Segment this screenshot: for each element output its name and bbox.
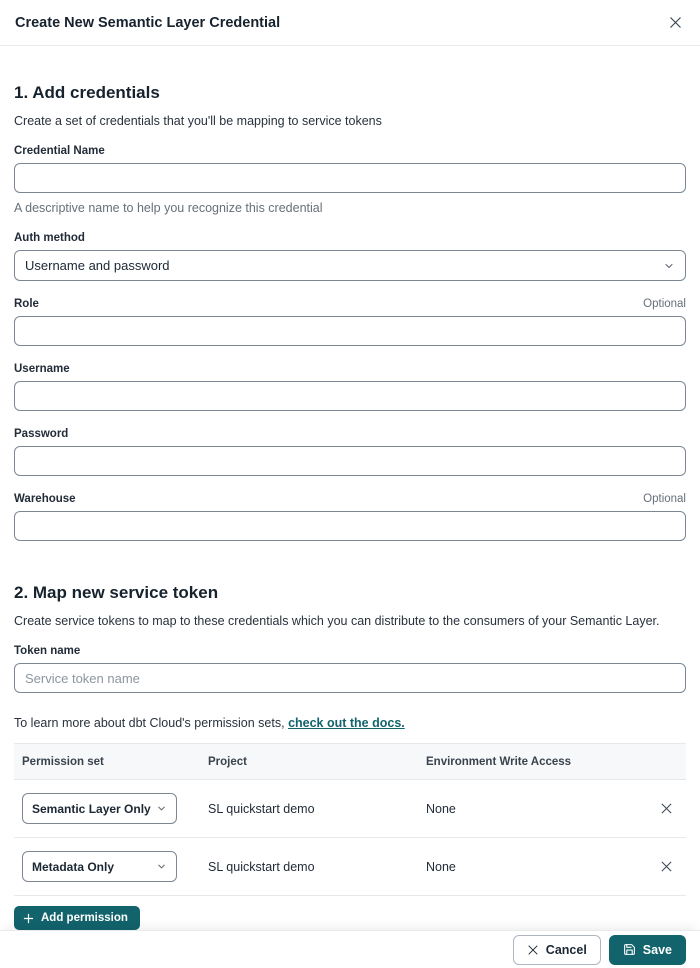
- token-name-label: Token name: [14, 645, 81, 657]
- role-label: Role: [14, 298, 39, 310]
- field-token-name: [14, 645, 686, 693]
- section2-heading: 2. Map new service token: [14, 583, 219, 602]
- close-icon: [660, 860, 673, 873]
- environment-write-access-cell: None: [426, 801, 456, 816]
- field-role: [14, 298, 686, 346]
- section1-heading: 1. Add credentials: [14, 83, 160, 102]
- project-cell: SL quickstart demo: [208, 859, 315, 874]
- cancel-button[interactable]: [513, 935, 601, 965]
- field-username: [14, 363, 686, 411]
- modal-body: [0, 46, 700, 930]
- section1-description: Create a set of credentials that you'll be mapping to service tokens: [14, 114, 382, 128]
- docs-text: To learn more about dbt Cloud's permission sets,: [14, 716, 285, 730]
- auth-method-label: Auth method: [14, 232, 85, 244]
- close-icon: [668, 15, 683, 30]
- field-password: [14, 428, 686, 476]
- chevron-down-icon: [156, 861, 167, 872]
- column-header-project: Project: [208, 755, 247, 768]
- field-credential-name: [14, 145, 686, 215]
- chevron-down-icon: [663, 260, 675, 272]
- credential-name-label: Credential Name: [14, 145, 105, 157]
- token-name-input[interactable]: [14, 663, 686, 693]
- project-cell: SL quickstart demo: [208, 801, 315, 816]
- permissions-table: [14, 743, 686, 896]
- section2-description: Create service tokens to map to these credentials which you can distribute to the consumers of your Semantic Layer.: [14, 614, 660, 628]
- plus-icon: [23, 913, 34, 924]
- field-warehouse: [14, 493, 686, 541]
- modal-footer: [0, 930, 700, 968]
- warehouse-optional-tag: Optional: [643, 493, 686, 505]
- close-modal-button[interactable]: [666, 13, 685, 32]
- permissions-table-header: [14, 743, 686, 780]
- add-permission-label: Add permission: [41, 912, 128, 924]
- auth-method-select[interactable]: [14, 250, 686, 281]
- credential-name-input[interactable]: [14, 163, 686, 193]
- save-button[interactable]: [609, 935, 686, 965]
- save-disk-icon: [623, 943, 636, 956]
- username-label: Username: [14, 363, 70, 375]
- section-add-credentials: [14, 83, 686, 541]
- close-icon: [527, 944, 539, 956]
- column-header-permission-set: Permission set: [22, 755, 104, 768]
- credential-name-helper: A descriptive name to help you recognize this credential: [14, 201, 323, 215]
- auth-method-selected-value: Username and password: [25, 258, 170, 273]
- modal-title: Create New Semantic Layer Credential: [15, 14, 281, 31]
- permission-set-value: Semantic Layer Only: [32, 801, 151, 816]
- save-label: Save: [642, 942, 672, 957]
- remove-permission-button[interactable]: [658, 858, 675, 875]
- table-row: [14, 780, 686, 838]
- chevron-down-icon: [156, 803, 167, 814]
- remove-permission-button[interactable]: [658, 800, 675, 817]
- username-input[interactable]: [14, 381, 686, 411]
- docs-line: [14, 716, 686, 730]
- role-optional-tag: Optional: [643, 298, 686, 310]
- password-input[interactable]: [14, 446, 686, 476]
- permission-set-select[interactable]: [22, 793, 177, 824]
- close-icon: [660, 802, 673, 815]
- environment-write-access-cell: None: [426, 859, 456, 874]
- warehouse-label: Warehouse: [14, 493, 76, 505]
- docs-link[interactable]: check out the docs.: [288, 716, 405, 730]
- field-auth-method: [14, 232, 686, 281]
- section-map-service-token: [14, 583, 686, 930]
- role-input[interactable]: [14, 316, 686, 346]
- modal-header: [0, 0, 700, 46]
- permission-set-value: Metadata Only: [32, 859, 115, 874]
- column-header-environment-write-access: Environment Write Access: [426, 755, 572, 768]
- password-label: Password: [14, 428, 69, 440]
- cancel-label: Cancel: [545, 942, 587, 957]
- table-row: [14, 838, 686, 896]
- add-permission-button[interactable]: [14, 906, 140, 930]
- permission-set-select[interactable]: [22, 851, 177, 882]
- warehouse-input[interactable]: [14, 511, 686, 541]
